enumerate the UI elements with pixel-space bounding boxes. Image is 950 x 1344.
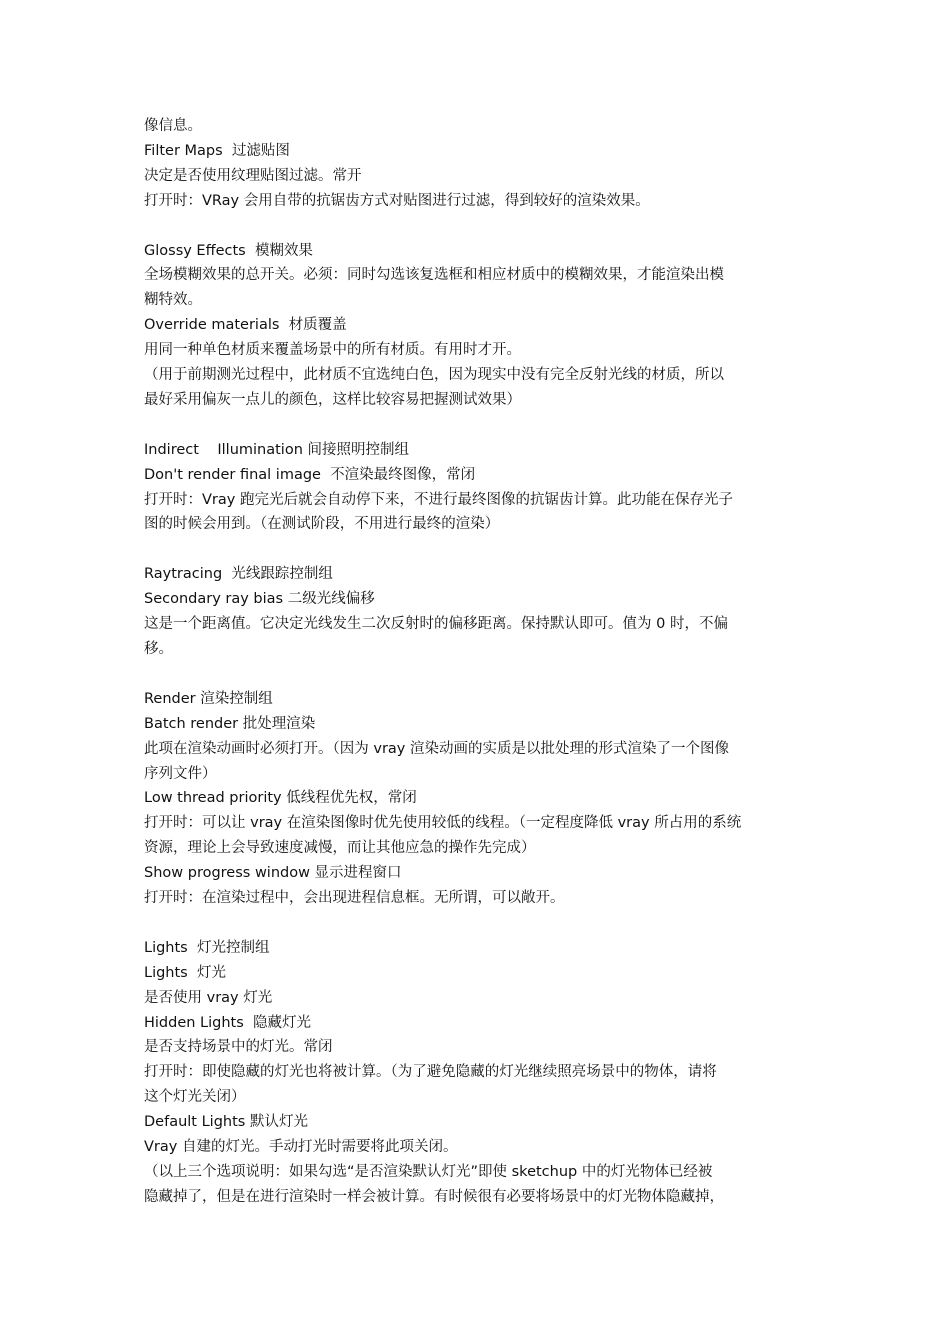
text-line: Low thread priority 低线程优先权，常闭 [144, 790, 417, 807]
text-line: 这是一个距离值。它决定光线发生二次反射时的偏移距离。保持默认即可。值为 0 时，不偏 [144, 616, 728, 633]
text-line: Don't render final image 不渲染最终图像，常闭 [144, 466, 476, 483]
text-line: Lights 灯光控制组 [144, 939, 270, 956]
blank-line [144, 214, 812, 239]
text-line: Vray 自建的灯光。手动打光时需要将此项关闭。 [144, 1139, 458, 1156]
text-line: 图的时候会用到。（在测试阶段，不用进行最终的渲染） [144, 516, 500, 533]
blank-line [144, 537, 812, 562]
document-body [144, 114, 812, 1210]
text-line: 移。 [144, 640, 173, 657]
text-line: 序列文件） [144, 765, 217, 782]
text-line: Lights 灯光 [144, 964, 226, 981]
text-line: Secondary ray bias 二级光线偏移 [144, 591, 375, 608]
text-line: （以上三个选项说明：如果勾选“是否渲染默认灯光”即使 sketchup 中的灯光物体已经被 [144, 1163, 713, 1180]
text-line: Filter Maps 过滤贴图 [144, 142, 290, 159]
text-line: 打开时：可以让 vray 在渲染图像时优先使用较低的线程。（一定程度降低 vray 所占用的系统 [144, 815, 742, 832]
text-line: 是否使用 vray 灯光 [144, 989, 273, 1006]
text-line: 最好采用偏灰一点儿的颜色，这样比较容易把握测试效果） [144, 391, 521, 408]
text-line: 此项在渲染动画时必须打开。（因为 vray 渲染动画的实质是以批处理的形式渲染了一个图像 [144, 740, 729, 757]
text-line: Default Lights 默认灯光 [144, 1114, 308, 1131]
text-line: Show progress window 显示进程窗口 [144, 865, 402, 882]
text-line: 像信息。 [144, 118, 202, 134]
text-line: （用于前期测光过程中，此材质不宜选纯白色，因为现实中没有完全反射光线的材质，所以 [144, 367, 724, 384]
blank-line [144, 662, 812, 687]
text-line: 打开时：在渲染过程中，会出现进程信息框。无所谓，可以敞开。 [144, 890, 565, 907]
text-line: 打开时：VRay 会用自带的抗锯齿方式对贴图进行过滤，得到较好的渲染效果。 [144, 192, 650, 209]
text-line: 全场模糊效果的总开关。必须：同时勾选该复选框和相应材质中的模糊效果，才能渲染出模 [144, 267, 724, 284]
text-line: 是否支持场景中的灯光。常闭 [144, 1039, 333, 1056]
text-line: Render 渲染控制组 [144, 690, 273, 707]
blank-line [144, 911, 812, 936]
text-line: 这个灯光关闭） [144, 1089, 246, 1106]
text-line: 资源，理论上会导致速度减慢，而让其他应急的操作先完成） [144, 840, 536, 857]
text-line: 打开时：即使隐藏的灯光也将被计算。（为了避免隐藏的灯光继续照亮场景中的物体，请将 [144, 1064, 717, 1081]
text-line: Raytracing 光线跟踪控制组 [144, 566, 333, 583]
text-line: Override materials 材质覆盖 [144, 317, 347, 334]
text-line: 用同一种单色材质来覆盖场景中的所有材质。有用时才开。 [144, 342, 521, 359]
text-line: Hidden Lights 隐藏灯光 [144, 1014, 312, 1031]
text-line: Batch render 批处理渲染 [144, 715, 316, 732]
text-line: Glossy Effects 模糊效果 [144, 242, 313, 259]
blank-line [144, 413, 812, 438]
text-line: 打开时：Vray 跑完光后就会自动停下来，不进行最终图像的抗锯齿计算。此功能在保存光子 [144, 491, 733, 508]
text-line: 决定是否使用纹理贴图过滤。常开 [144, 167, 362, 184]
text-line: Indirect Illumination 间接照明控制组 [144, 441, 409, 458]
text-line: 糊特效。 [144, 292, 202, 309]
text-line: 隐藏掉了，但是在进行渲染时一样会被计算。有时候很有必要将场景中的灯光物体隐藏掉， [144, 1188, 724, 1205]
